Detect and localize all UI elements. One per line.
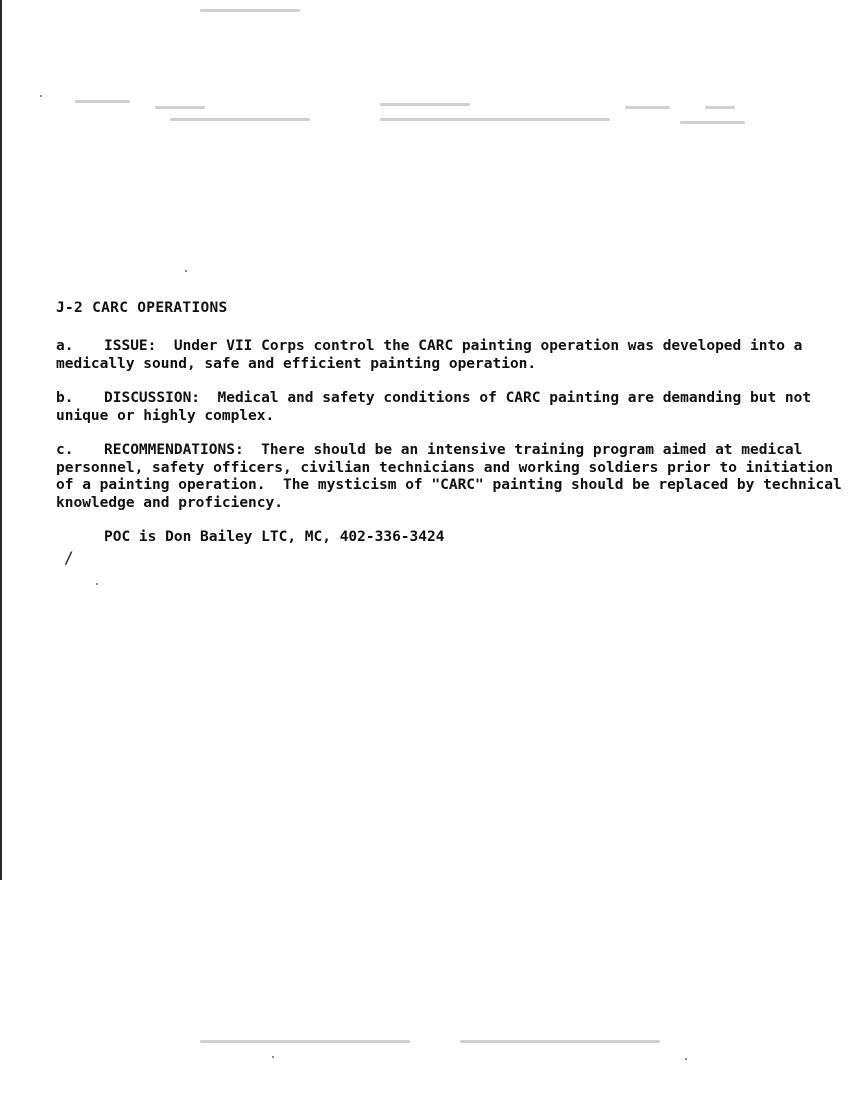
paragraph-label: b. [56, 390, 74, 406]
point-of-contact: POC is Don Bailey LTC, MC, 402-336-3424 [104, 529, 445, 545]
paragraph-label: a. [56, 338, 74, 354]
handwritten-mark: / [64, 548, 74, 567]
scan-smudge [155, 106, 205, 109]
scan-smudge [170, 118, 310, 121]
paragraph-label: c. [56, 442, 74, 458]
paragraph-text: DISCUSSION: Medical and safety conditions of CARC painting are demanding but not unique or highly complex. [56, 390, 820, 424]
paragraph-discussion [56, 390, 846, 425]
scan-smudge [625, 106, 670, 109]
paragraph-issue [56, 338, 846, 373]
scan-smudge [75, 100, 130, 103]
scan-smudge [200, 9, 300, 12]
scan-speck [185, 270, 187, 272]
scan-speck [96, 583, 98, 585]
section-heading: J-2 CARC OPERATIONS [56, 300, 228, 316]
scan-smudge [380, 103, 470, 106]
scan-speck [685, 1058, 687, 1060]
scan-speck [272, 1056, 274, 1058]
scan-smudge [380, 118, 610, 121]
scan-smudge [680, 121, 745, 124]
paragraph-recommendations [56, 442, 851, 512]
scan-smudge [200, 1040, 410, 1043]
scan-smudge [705, 106, 735, 109]
paragraph-text: ISSUE: Under VII Corps control the CARC painting operation was developed into a medically sound, safe and efficient painting operation. [56, 338, 812, 372]
memo-body [56, 300, 851, 545]
scan-speck [40, 95, 42, 97]
page-edge-line [0, 0, 2, 880]
paragraph-text: RECOMMENDATIONS: There should be an intensive training program aimed at medical personnel, safety officers, civilian technicians and working soldiers prior to initiation of a painting operation. The mysticism of "CARC" painting should be replaced by technical knowledge and proficiency. [56, 442, 851, 511]
scan-smudge [460, 1040, 660, 1043]
